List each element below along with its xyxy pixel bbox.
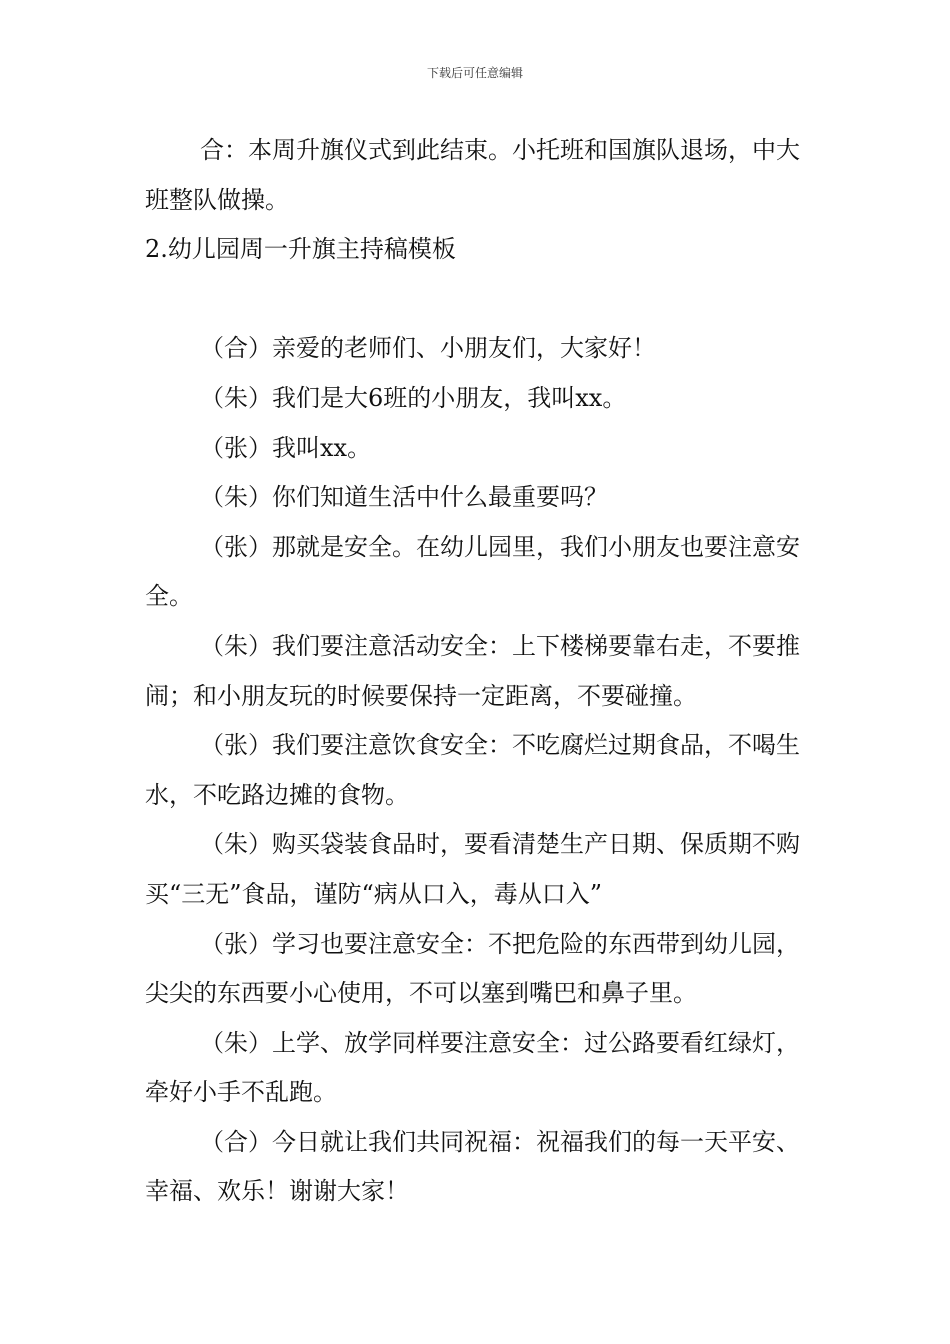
paragraph: （朱）你们知道生活中什么最重要吗？ — [200, 483, 608, 512]
paragraph: （朱）购买袋装食品时，要看清楚生产日期、保质期不购买“三无”食品，谨防“病从口入，毒从口入” — [145, 830, 800, 908]
paragraph: （朱）我们要注意活动安全：上下楼梯要靠右走，不要推闹；和小朋友玩的时候要保持一定距离，不要碰撞。 — [145, 631, 800, 710]
paragraph: （合）亲爱的老师们、小朋友们，大家好！ — [200, 334, 656, 363]
paragraph-closing-announcement: 合：本周升旗仪式到此结束。小托班和国旗队退场，中大班整队做操。 — [145, 136, 800, 214]
paragraph: （朱）我们是大6班的小朋友，我叫xx。 — [200, 383, 627, 412]
paragraph: （合）今日就让我们共同祝福：祝福我们的每一天平安、幸福、欢乐！谢谢大家！ — [145, 1127, 800, 1206]
paragraph: （张）我们要注意饮食安全：不吃腐烂过期食品，不喝生水，不吃路边摊的食物。 — [145, 731, 800, 809]
paragraph: （朱）上学、放学同样要注意安全：过公路要看红绿灯，牵好小手不乱跑。 — [145, 1028, 800, 1107]
paragraph: （张）那就是安全。在幼儿园里，我们小朋友也要注意安全。 — [145, 532, 800, 611]
document-body — [145, 126, 810, 1217]
section-heading: 2.幼儿园周一升旗主持稿模板 — [145, 235, 456, 264]
paragraph: （张）我叫xx。 — [200, 433, 372, 462]
page-header-note: 下载后可任意编辑 — [426, 66, 523, 80]
blank-line — [145, 275, 810, 325]
paragraph: （张）学习也要注意安全：不把危险的东西带到幼儿园，尖尖的东西要小心使用，不可以塞到嘴巴和鼻子里。 — [145, 929, 800, 1008]
